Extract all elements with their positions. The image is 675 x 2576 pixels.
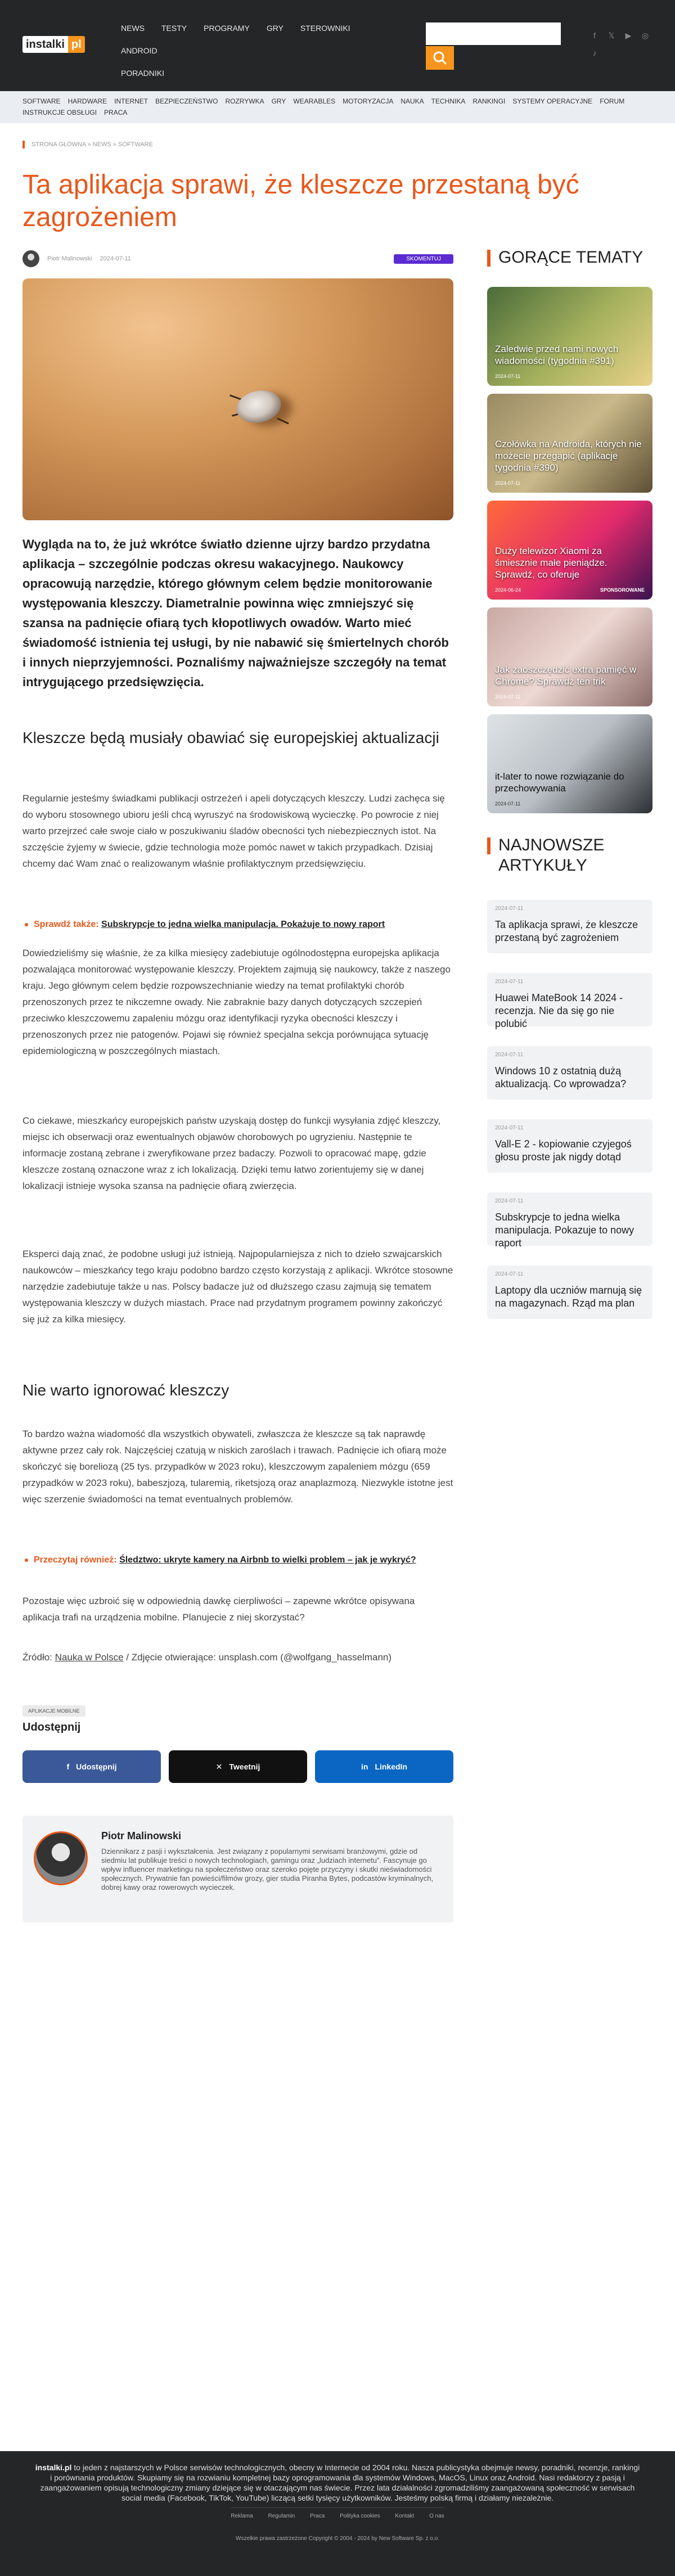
footer-link[interactable]: Regulamin xyxy=(268,2513,295,2519)
paragraph: Pozostaje więc uzbroić się w odpowiednią dawkę cierpliwości – zapewne wkrótce opisywana aplikacja trafi na urządzenia mobilne. Planujecie z niej skorzystać? xyxy=(22,1596,415,1623)
search-icon xyxy=(433,51,447,65)
nav-item-sterowniki[interactable]: STEROWNIKI xyxy=(300,24,350,33)
search-button[interactable] xyxy=(426,46,454,70)
share-heading: Udostępnij xyxy=(22,1721,81,1733)
hot-topic-card[interactable]: Zaledwie przed nami nowych wiadomości (tygodnia #391) 2024-07-11 xyxy=(487,287,652,386)
category-item[interactable]: BEZPIECZEŃSTWO xyxy=(155,97,218,105)
source-link[interactable]: Nauka w Polsce xyxy=(55,1652,124,1663)
hot-topic-card[interactable]: Duży telewizor Xiaomi za śmiesznie małe pieniądze. Sprawdź, co oferuje 2024-06-24 SPONSOROWANE xyxy=(487,501,652,600)
article-meta xyxy=(22,252,453,265)
hero-image xyxy=(22,278,453,520)
category-item[interactable]: SYSTEMY OPERACYJNE xyxy=(512,97,593,105)
instagram-icon[interactable]: ◎ xyxy=(641,31,649,40)
category-item[interactable]: SOFTWARE xyxy=(22,97,61,105)
facebook-icon: f xyxy=(66,1762,70,1771)
nav-item-poradniki[interactable]: PORADNIKI xyxy=(121,69,165,78)
section-heading: Kleszcze będą musiały obawiać się europejskiej aktualizacji xyxy=(22,729,439,746)
latest-article[interactable]: 2024-07-11 Laptopy dla uczniów marnują się na magazynach. Rząd ma plan xyxy=(487,1266,652,1319)
author-box xyxy=(22,1816,453,1922)
avatar[interactable] xyxy=(22,250,39,267)
youtube-icon[interactable]: ▶ xyxy=(625,31,632,40)
share-facebook-button[interactable]: f Udostępnij xyxy=(22,1750,161,1783)
category-item[interactable]: TECHNIKA xyxy=(431,97,466,105)
social-links xyxy=(591,31,658,57)
paragraph: Eksperci dają znać, że podobne usługi już istnieją. Najpopularniejsza z nich to dzieło szwajcarskich naukowców – mieszkańcy tego kraju podobno bardzo często korzystają z aplikacji. Wkrótce stosowne narzędzie zadebiutuje także u nas. Polscy badacze już od dłuższego czasu zajmują się tematem występowania kleszczy w dużych miastach. Prace nad przydatnym programem powinny zakończyć się już za kilka miesięcy. xyxy=(22,1249,453,1325)
publish-date: 2024-07-11 xyxy=(100,255,131,262)
hot-topics-heading: GORĄCE TEMATY xyxy=(487,247,643,268)
breadcrumb[interactable]: STRONA GŁÓWNA » NEWS » SOFTWARE xyxy=(22,141,153,148)
footer-link[interactable]: Polityka cookies xyxy=(339,2513,380,2519)
latest-heading: NAJNOWSZE ARTYKUŁY xyxy=(487,835,622,876)
category-item[interactable]: NAUKA xyxy=(400,97,424,105)
top-header xyxy=(0,0,675,91)
article-lead: Wygląda na to, że już wkrótce światło dzienne ujrzy bardzo przydatna aplikacja – szczególnie podczas okresu wakacyjnego. Naukowcy opracowują narzędzie, którego głównym celem będzie monitorowanie występowania kleszczy. Diametralnie powinna więc zmniejszyć się szansa na padnięcie ofiarą tych kłopotliwych owadów. Warto mieć świadomość istnienia tej usługi, by nie nabawić się śmiertelnych chorób i innych nieprzyjemności. Poznaliśmy najważniejsze szczegóły na temat intrygującego przedsięwzięcia. xyxy=(22,537,449,689)
footer xyxy=(0,2451,675,2576)
hot-topic-card[interactable]: Jak zaoszczędzić extra pamięć w Chrome? Sprawdź ten trik 2024-07-11 xyxy=(487,607,652,706)
latest-article[interactable]: 2024-07-11 Subskrypcje to jedna wielka manipulacja. Pokazuje to nowy raport xyxy=(487,1192,652,1246)
latest-article[interactable]: 2024-07-11 Windows 10 z ostatnią dużą aktualizacją. Co wprowadza? xyxy=(487,1046,652,1100)
page-title: Ta aplikacja sprawi, że kleszcze przestaną być zagrożeniem xyxy=(22,170,579,232)
comment-button[interactable]: SKOMENTUJ xyxy=(394,254,453,264)
nav-item-programy[interactable]: PROGRAMY xyxy=(204,24,250,33)
hot-topic-card[interactable]: Czołówka na Androida, których nie możecie przegapić (aplikacje tygodnia #390) 2024-07-11 xyxy=(487,394,652,493)
paragraph: Regularnie jesteśmy świadkami publikacji ostrzeżeń i apeli dotyczących kleszczy. Ludzi zachęca się do wyboru stosownego ubioru jeśli chcą wyruszyć na środowiskową wycieczkę. Po powrocie z niej warto przejrzeć całe swoje ciało w poszukiwaniu śladów obecności tych niebezpiecznych istot. Na szczęście żyjemy w świecie, gdzie technologia może pomóc nawet w takich przypadkach. Dzisiaj chcemy dać Wam znać o realizowanym właśnie profilaktycznym przedsięwzięciu. xyxy=(22,793,445,869)
category-item[interactable]: RANKINGI xyxy=(472,97,506,105)
paragraph: Co ciekawe, mieszkańcy europejskich państw uzyskają dostęp do funkcji wysyłania zdjęć kleszczy, miejsc ich obserwacji oraz ewentualnych objawów chorobowych po ugryzieniu. Następnie te informacje zostaną zebrane i zweryfikowane przez badaczy. Pozwoli to opracować mapę, gdzie kleszcze zostaną oznaczone wraz z ich lokalizacją. Dzięki temu łatwo zorientujemy się w danej lokalizacji istnieje wysoka szansa na padnięcie ofiarą zwierzęcia. xyxy=(22,1115,441,1191)
paragraph: Dowiedzieliśmy się właśnie, że za kilka miesięcy zadebiutuje ogólnodostępna europejska aplikacja pozwalająca monitorować występowanie kleszczy. Projektem zajmują się naukowcy, także z naszego kraju. Jego głównym celem będzie rozpowszechnianie wiedzy na temat profilaktyki chorób przenoszonych przez te nikczemne owady. Nie zabraknie bazy danych dotyczących szczepień przeciwko kleszczowemu zapaleniu mózgu oraz identyfikacji ryzyka obecności kleszczy i przenoszonych przez nie patogenów. Pojawi się również specjalna sekcja porównująca sytuację epidemiologiczną w poszczególnych miastach. xyxy=(22,948,451,1056)
article-tag[interactable]: APLIKACJE MOBILNE xyxy=(22,1705,86,1717)
category-item[interactable]: GRY xyxy=(271,97,286,105)
author-box-name[interactable]: Piotr Malinowski xyxy=(101,1830,182,1841)
nav-item-testy[interactable]: TESTY xyxy=(161,24,187,33)
footer-link[interactable]: O nas xyxy=(429,2513,444,2519)
footer-link[interactable]: Kontakt xyxy=(395,2513,415,2519)
x-icon: ✕ xyxy=(215,1762,223,1771)
nav-item-news[interactable]: NEWS xyxy=(121,24,145,33)
linkedin-icon: in xyxy=(361,1762,368,1771)
author-name[interactable]: Piotr Malinowski xyxy=(47,255,92,262)
paragraph: To bardzo ważna wiadomość dla wszystkich obywateli, zwłaszcza że kleszcze są tak naprawdę aktywne przez cały rok. Najczęściej czatują w niskich zaroślach i trawach. Padnięcie ich ofiarą może skończyć się boreliozą (25 tys. przypadków w 2023 roku), kleszczowym zapaleniem mózgu (659 przypadków w 2023 roku), babeszjozą, tularemią, riketsjozą oraz anaplazmozą. Niezwykle istotne jest więc szerzenie świadomości na temat eventualnych problemów. xyxy=(22,1429,453,1505)
share-twitter-button[interactable]: ✕ Tweetnij xyxy=(169,1750,307,1783)
latest-article[interactable]: 2024-07-11 Ta aplikacja sprawi, że kleszcze przestaną być zagrożeniem xyxy=(487,900,652,953)
tiktok-icon[interactable]: ♪ xyxy=(592,48,597,57)
tick-shape xyxy=(233,386,284,426)
nav-item-android[interactable]: ANDROID xyxy=(121,46,158,55)
nav-item-gry[interactable]: GRY xyxy=(266,24,284,33)
hot-topic-card[interactable]: it-later to nowe rozwiązanie do przechowywania 2024-07-11 xyxy=(487,714,652,813)
footer-link[interactable]: Reklama xyxy=(231,2513,253,2519)
latest-article[interactable]: 2024-07-11 Huawei MateBook 14 2024 - recenzja. Nie da się go nie polubić xyxy=(487,973,652,1026)
category-item[interactable]: INTERNET xyxy=(114,97,148,105)
footer-about: instalki.pl to jeden z najstarszych w Polsce serwisów technologicznych, obecny w Internecie od 2004 roku. Nasza publicystyka obejmuje newsy, poradniki, recenzje, rankingi i porównania produktów. Skupiamy się na rozwianiu kompletnej bazy oprogramowania dla systemów Windows, MacOS, Linux oraz Android. Nasi redaktorzy z pasją i zaangażowaniem opisują technologiczny zmiany dziejące się w otaczającym nas świecie. Przez lata działalności zgromadziliśmy zaangażowaną społeczność w serwisach social media (Facebook, TikTok, YouTube) liczącą setki tysięcy użytkowników. Jesteśmy polską firmą i działamy niezależnie. xyxy=(35,2463,640,2502)
main-nav xyxy=(121,17,402,84)
footer-links xyxy=(0,2513,675,2519)
twitter-icon[interactable]: 𝕏 xyxy=(608,31,615,40)
avatar[interactable] xyxy=(34,1831,88,1885)
category-item[interactable]: FORUM xyxy=(600,97,625,105)
read-more-2[interactable]: Przeczytaj również: Śledztwo: ukryte kamery na Airbnb to wielki problem – jak je wykryć? xyxy=(34,1553,453,1567)
category-item[interactable]: WEARABLES xyxy=(293,97,336,105)
category-item[interactable]: HARDWARE xyxy=(68,97,107,105)
logo[interactable]: instalki pl xyxy=(22,36,101,53)
author-bio: Dziennikarz z pasji i wykształcenia. Jest związany z popularnymi serwisami branżowymi, gdzie od siedmiu lat publikuje treści o nowych technologiach, gamingu oraz „ludziach internetu”. Fascynuje go wpływ influencer marketingu na społeczeństwo oraz szeroko pojęte przyczyny i skutki nieświadomości społecznych. Prywatnie fan powieści/filmów grozy, gier studia Piranha Bytes, podcastów kryminalnych, dobrej kawy oraz rowerowych wycieczek. xyxy=(101,1847,434,1892)
category-item[interactable]: MOTORYZACJA xyxy=(343,97,394,105)
category-item[interactable]: INSTRUKCJE OBSŁUGI xyxy=(22,109,97,116)
read-more-1[interactable]: Sprawdź także: Subskrypcje to jedna wielka manipulacja. Pokażuje to nowy raport xyxy=(34,918,453,931)
search-input[interactable] xyxy=(426,22,561,45)
category-item[interactable]: PRACA xyxy=(104,109,128,116)
section-heading: Nie warto ignorować kleszczy xyxy=(22,1381,230,1399)
category-item[interactable]: ROZRYWKA xyxy=(225,97,264,105)
category-nav xyxy=(0,91,675,123)
facebook-icon[interactable]: f xyxy=(593,31,596,40)
share-linkedin-button[interactable]: in LinkedIn xyxy=(315,1750,453,1783)
footer-link[interactable]: Praca xyxy=(310,2513,325,2519)
copyright: Wszelkie prawa zastrzeżone Copyright © 2004 - 2024 by New Software Sp. z o.o. xyxy=(236,2536,439,2542)
latest-article[interactable]: 2024-07-11 Vall-E 2 - kopiowanie czyjegoś głosu proste jak nigdy dotąd xyxy=(487,1119,652,1173)
source-line: Źródło: Nauka w Polsce / Zdjęcie otwierające: unsplash.com (@wolfgang_hasselmann) xyxy=(22,1652,392,1663)
